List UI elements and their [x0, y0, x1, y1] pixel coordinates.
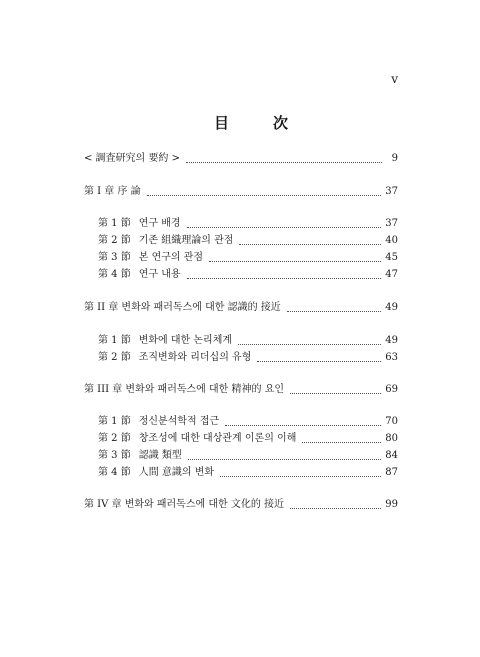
toc-entry-label: 조직변화와 리더십의 유형: [138, 352, 252, 363]
dot-leader: [257, 360, 381, 362]
toc-entry-label: 第 I 章 序 論: [84, 186, 141, 197]
toc-entry-section[interactable]: [84, 464, 398, 480]
toc-entry-section[interactable]: [84, 430, 398, 446]
toc-section-number: 第 3 節: [98, 450, 131, 461]
toc-title-char-1: 目: [213, 114, 251, 132]
toc-entry-page: 9: [391, 153, 398, 164]
toc-entry-summary[interactable]: [84, 150, 398, 166]
toc-entry-label: 본 연구의 관점: [138, 252, 204, 263]
dot-leader: [188, 458, 381, 460]
toc-entry-page: 49: [385, 302, 398, 313]
toc-entry-label: 認識 類型: [138, 450, 182, 461]
dot-leader: [147, 194, 382, 196]
toc-entry-chapter-1[interactable]: [84, 183, 398, 199]
toc-entry-section[interactable]: [84, 232, 398, 248]
dot-leader: [186, 161, 382, 163]
dot-leader: [290, 507, 381, 509]
toc-entry-label: 人間 意識의 변화: [138, 467, 215, 478]
toc-entry-page: 69: [385, 384, 398, 395]
dot-leader: [209, 260, 381, 262]
toc-section-number: 第 1 節: [98, 218, 131, 229]
toc-section-number: 第 3 節: [98, 252, 131, 263]
toc-entry-label: 연구 내용: [138, 269, 181, 280]
dot-leader: [290, 392, 381, 394]
toc-entry-page: 87: [385, 467, 398, 478]
dot-leader: [225, 424, 381, 426]
toc-entry-label: 변화에 대한 논리체계: [138, 335, 233, 346]
toc-entry-label: 연구 배경: [138, 218, 181, 229]
toc-entry-section[interactable]: [84, 332, 398, 348]
toc-entry-page: 99: [385, 499, 398, 510]
dot-leader: [187, 277, 382, 279]
toc-entry-page: 47: [385, 269, 398, 280]
toc-title: [0, 112, 480, 133]
toc-entry-chapter-4[interactable]: [84, 496, 398, 512]
toc-entry-page: 37: [385, 218, 398, 229]
toc-entry-section[interactable]: [84, 349, 398, 365]
toc-entry-label: 기존 組織理論의 관점: [138, 235, 234, 246]
dot-leader: [287, 310, 382, 312]
page-number: v: [391, 72, 398, 86]
toc-section-number: 第 2 節: [98, 235, 131, 246]
toc-entry-page: 63: [385, 352, 398, 363]
toc-entry-page: 80: [385, 433, 398, 444]
dot-leader: [187, 226, 382, 228]
toc-entry-label: 第 III 章 변화와 패러독스에 대한 精神的 요인: [84, 384, 285, 395]
toc-section-number: 第 4 節: [98, 269, 131, 280]
toc-section-number: 第 2 節: [98, 352, 131, 363]
toc-entry-section[interactable]: [84, 215, 398, 231]
toc-entry-label: < 調査研究의 要約 >: [84, 153, 180, 164]
toc-entry-label: 第 II 章 변화와 패러독스에 대한 認識的 接近: [84, 302, 281, 313]
toc-entry-page: 40: [385, 235, 398, 246]
dot-leader: [220, 475, 381, 477]
toc-section-number: 第 4 節: [98, 467, 131, 478]
toc-title-char-2: 次: [273, 114, 311, 132]
toc-entry-label: 정신분석학적 접근: [138, 416, 220, 427]
toc-entry-page: 49: [385, 335, 398, 346]
toc-entry-page: 84: [385, 450, 398, 461]
dot-leader: [302, 441, 381, 443]
toc-entry-section[interactable]: [84, 266, 398, 282]
toc-entry-page: 45: [385, 252, 398, 263]
toc-entry-section[interactable]: [84, 249, 398, 265]
toc-section-number: 第 1 節: [98, 335, 131, 346]
toc-entry-chapter-2[interactable]: [84, 299, 398, 315]
toc-entry-chapter-3[interactable]: [84, 381, 398, 397]
toc-entry-label: 第 IV 章 변화와 패러독스에 대한 文化的 接近: [84, 499, 285, 510]
toc-section-number: 第 1 節: [98, 416, 131, 427]
toc-entry-page: 70: [385, 416, 398, 427]
toc-section-number: 第 2 節: [98, 433, 131, 444]
toc-entry-section[interactable]: [84, 447, 398, 463]
toc-entry-page: 37: [385, 186, 398, 197]
dot-leader: [238, 343, 381, 345]
toc-entry-label: 창조성에 대한 대상관계 이론의 이해: [138, 433, 297, 444]
dot-leader: [239, 243, 381, 245]
toc-entry-section[interactable]: [84, 413, 398, 429]
